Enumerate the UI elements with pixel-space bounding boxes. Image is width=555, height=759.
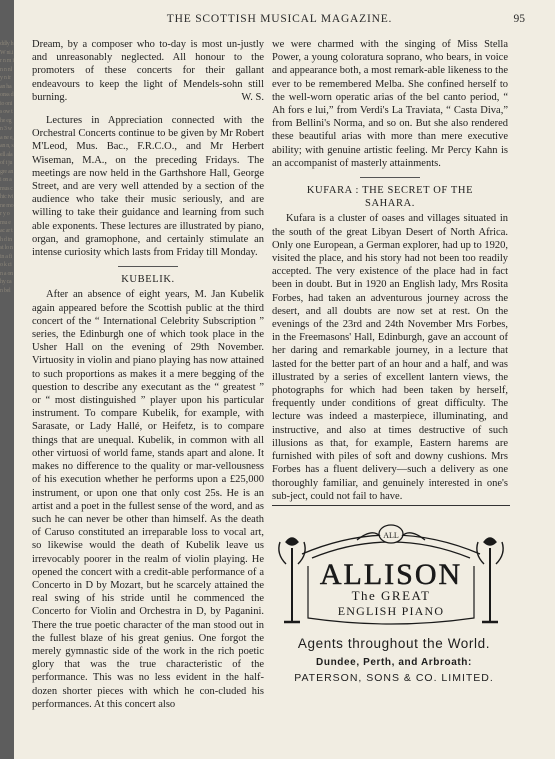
section-divider <box>118 266 178 267</box>
intro-paragraph <box>32 38 264 104</box>
advert-cities-line: Dundee, Perth, and Arbroath: <box>316 657 472 668</box>
kubelik-paragraph: After an absence of eight years, M. Jan Kubelik again appeared before the Scottish public at the third concert of the “ International Celebrity Subscription ” series, the Edinburgh one of which took place in the Usher Hall on the evening of 29th November. Virtuosity in violin and piano playing has now attained to such proportions as makes it a mere begging of the question to describe any executant as the “ greatest ” or “ most distinguished ” player upon his particular instrument. To compare Kubelik, for example, with Sarasate, or Lady Hallé, or Heifetz, is to compare things that are unequal. Kubelik, in common with all other virtuosi of world fame, stands apart and alone. It makes no difference to the quality or mar-vellousness of his execution whether he performs upon a £25,000 instrument, or upon one that only cost 25s. He is an artist and a poet in the fullest sense of the word, and as such he can never be other than himself. As the death of Caruso constituted an irreparable loss to vocal art, so likewise would the death of Kubelik leave us irrevocably poorer in the realm of violin playing. He opened the concert with a credit-able performance of a Concerto in D by Mozart, but he scarcely attained the real swing of his stride until he commenced the Concerto for Violin and Orchestra in D, by Paganini. There the true poetic character of the man stood out in the fullest blaze of his great genius. One forgot the merely gymnastic side of the work in the rich poetic glory that was the true characteristic of the performance. This was no less evident in the half-dozen shorter pieces with which he con-cluded his performances. At this concert also <box>32 289 264 710</box>
right-column <box>272 38 508 503</box>
intro-text: Dream, by a composer who to-day is most un-justly and unreasonably neglected. All honour to the promoters of these concerts for their gallant endeavours to keep the light of Mendels-sohn still burning. <box>32 39 264 103</box>
kubelik-heading: KUBELIK. <box>121 274 175 286</box>
left-column <box>32 38 264 711</box>
left-urn-ornament <box>279 538 305 622</box>
advert-agents-line: Agents throughout the World. <box>297 636 491 651</box>
brand-name: ALLISON <box>319 558 463 591</box>
facing-page-bleed-text: ddly h W ni.ir n m in n nly n ir an ha onss dio onis ow the eg n 3 wa ne e, an n, sell ala of t ju gre ani on a mus chic ivine mor y o mu e ac ar th d in st lo n in a fi o k cin a on hy ca n bel <box>0 41 14 294</box>
magazine-title: THE SCOTTISH MUSICAL MAGAZINE. <box>166 13 393 25</box>
running-header <box>34 13 525 29</box>
advert-artwork <box>272 514 510 632</box>
crest-initials: ALL <box>383 531 399 540</box>
kufara-heading-line-2: SAHARA. <box>365 198 415 210</box>
kufara-heading-line-1: KUFARA : THE SECRET OF THE <box>306 185 474 197</box>
page-number: 95 <box>513 13 525 25</box>
crest-ornament <box>302 525 480 558</box>
continuation-paragraph: we were charmed with the singing of Miss Stella Power, a young coloratura soprano, who bears, in voice and appearance both, a most remark-able likeness to the ever to be remembered Melba. She confined herself to the well-worn operatic arias of the bel canto period, “ Ah fors e lui,” from Verdi's La Traviata, “ Casta Diva,” from Bellini's Norma, and so on. But she also rendered these beautiful arias with more than mere executive ability; with genuine artistic feeling. Mr Percy Kahn is an accompanist of masterly attainments. <box>272 39 508 169</box>
lectures-paragraph: Lectures in Appreciation connected with the Orchestral Concerts continue to be given by Mr Robert M'Leod, Mus. Bac., F.R.C.O., and Mr Herbert Wiseman, M.A., on the preceding Fridays. The meetings are now held in the Garthshore Hall, George Street, and are very well attended by a section of the audience who take their music seriously, and are willing to take their guidance and learning from such able exponents. These lectures are illustrated by piano, organ, and gramophone, and certainly stimulate an intense curiosity which lasts from Friday till Monday. <box>32 115 264 259</box>
right-urn-ornament <box>477 538 503 622</box>
tagline-english-piano: ENGLISH PIANO <box>337 604 445 618</box>
section-divider <box>360 177 420 178</box>
kufara-paragraph: Kufara is a cluster of oases and villages situated in the south of the great Libyan Desert of North Africa. Only one European, a German explorer, had up to 1920, visited the place, and his story had not been too readily accepted. The very existence of the place had in fact been in doubt. But in 1920 an English lady, Mrs Rosita Forbes, had taken an adventurous journey across the desert, and all doubts are now set at rest. On the evenings of the 23rd and 24th November Mrs Forbes, in the Freemasons' Hall, Edinburgh, gave an account of her daring and remarkable journey, in a lecture that lasted for the better part of an hour and a half, and was illustrated by a series of excellent lantern views, the photographs for which had been taken by herself, frequently under conditions of great difficulty. The lecture was indeed a masterpiece, illuminating, and instructive, and also at times destructive of such illusions as that, for example, Eastern harems are furnished with piles of soft and downy cushions. Mrs Forbes has a fluent delivery—such a delivery as one thoroughly familiar, and genuinely interested in one's sub-ject, could not fail to have. <box>272 213 508 502</box>
advert-rule <box>272 505 510 506</box>
intro-signature: W. S. <box>241 91 264 103</box>
magazine-page <box>14 0 555 759</box>
tagline-great: The GREAT <box>351 588 431 603</box>
advert-company-line: PATERSON, SONS & CO. LIMITED. <box>294 672 494 684</box>
